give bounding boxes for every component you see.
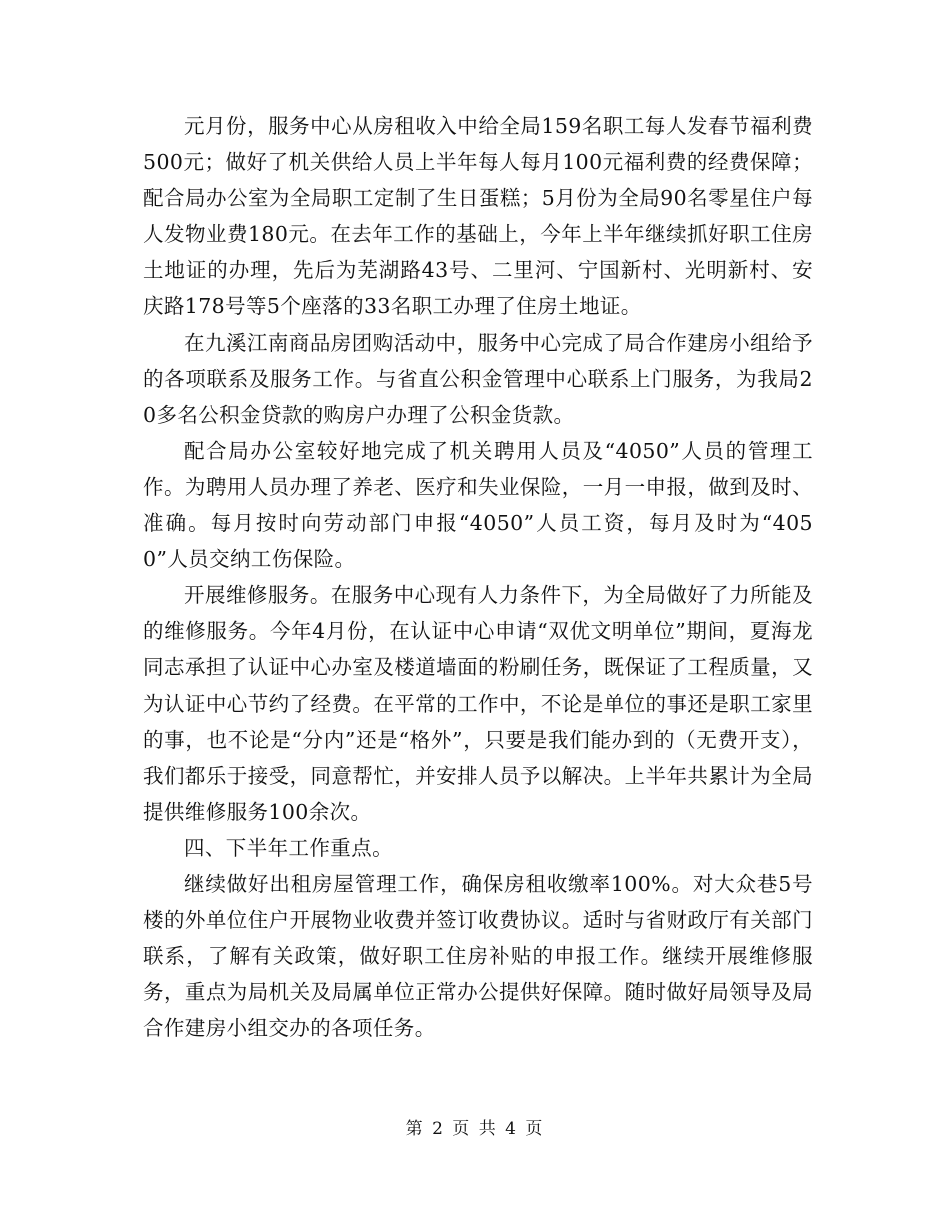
page-footer: 第 2 页 共 4 页	[405, 1119, 545, 1139]
paragraph-group-purchase: 在九溪江南商品房团购活动中，服务中心完成了局合作建房小组给予的各项联系及服务工作。与省直公积金管理中心联系上门服务，为我局20多名公积金贷款的购房户办理了公积金货款。	[143, 330, 813, 427]
document-body	[143, 108, 813, 1046]
paragraph-second-half-plan: 继续做好出租房屋管理工作，确保房租收缴率100%。对大众巷5号楼的外单位住户开展物业收费并签订收费协议。适时与省财政厅有关部门联系，了解有关政策，做好职工住房补贴的申报工作。继续开展维修服务，重点为局机关及局属单位正常办公提供好保障。随时做好局领导及局合作建房小组交办的各项任务。	[143, 871, 813, 1041]
paragraph-benefits: 元月份，服务中心从房租收入中给全局159名职工每人发春节福利费500元；做好了机关供给人员上半年每人每月100元福利费的经费保障；配合局办公室为全局职工定制了生日蛋糕；5月份为全局90名零星住户每人发物业费180元。在去年工作的基础上，今年上半年继续抓好职工住房土地证的办理，先后为芜湖路43号、二里河、宁国新村、光明新村、安庆路178号等5个座落的33名职工办理了住房土地证。	[143, 114, 813, 319]
section-heading-second-half: 四、下半年工作重点。	[184, 835, 393, 860]
paragraph-staff-management: 配合局办公室较好地完成了机关聘用人员及“4050”人员的管理工作。为聘用人员办理了养老、医疗和失业保险，一月一申报，做到及时、准确。每月按时向劳动部门申报“4050”人员工资，每月及时为“4050”人员交纳工伤保险。	[143, 438, 813, 572]
paragraph-maintenance: 开展维修服务。在服务中心现有人力条件下，为全局做好了力所能及的维修服务。今年4月份，在认证中心申请“双优文明单位”期间，夏海龙同志承担了认证中心办室及楼道墙面的粉刷任务，既保证了工程质量，又为认证中心节约了经费。在平常的工作中，不论是单位的事还是职工家里的事，也不论是“分内”还是“格外”，只要是我们能办到的（无费开支），我们都乐于接受，同意帮忙，并安排人员予以解决。上半年共累计为全局提供维修服务100余次。	[143, 583, 813, 824]
